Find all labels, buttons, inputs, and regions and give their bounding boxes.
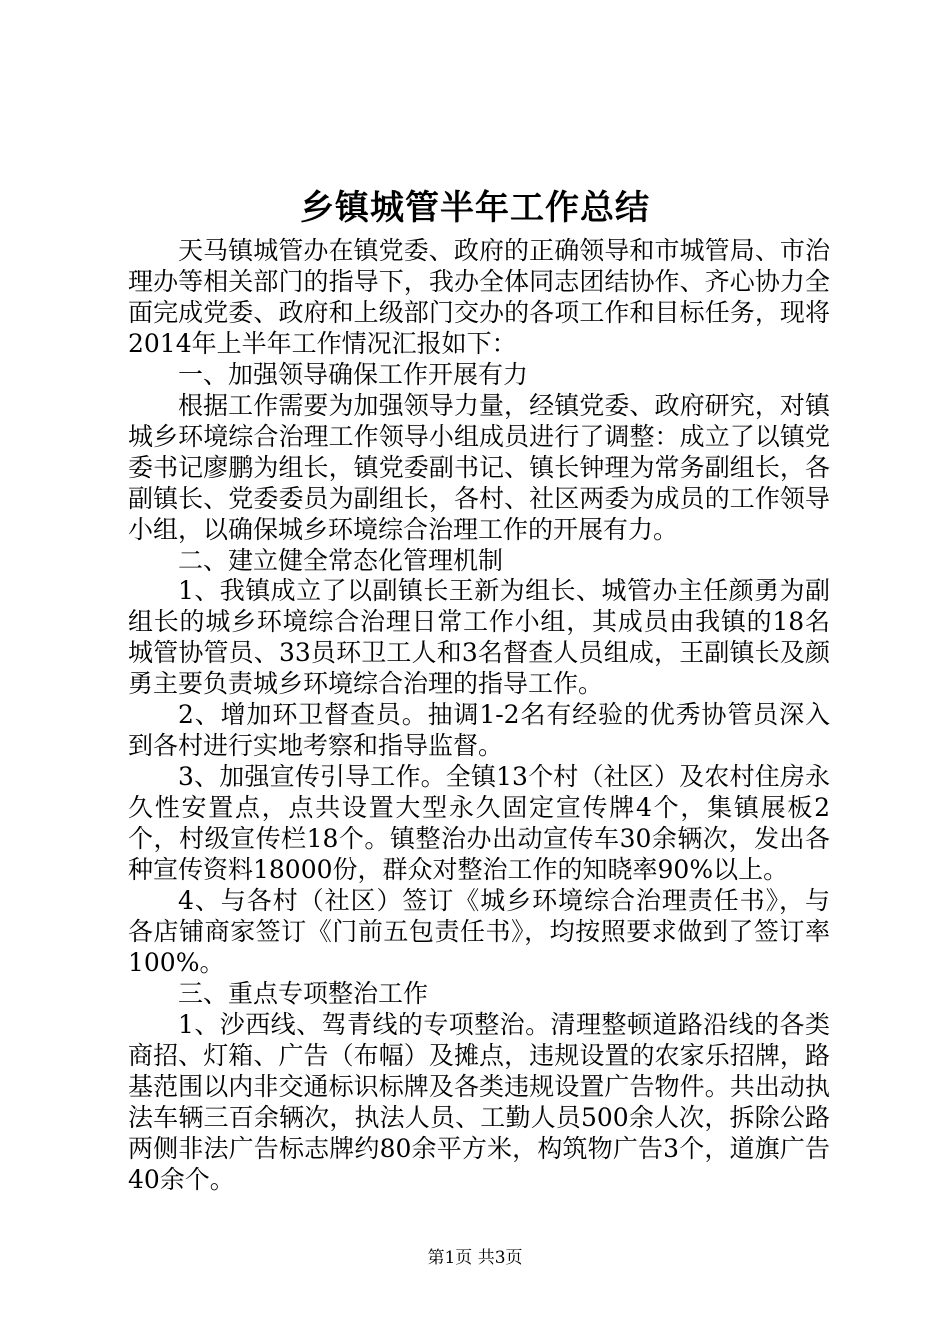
document-body — [128, 236, 830, 1196]
section-3-item-1: 1、沙西线、驾青线的专项整治。清理整顿道路沿线的各类商招、灯箱、广告（布幅）及摊点，违规设置的农家乐招牌，路基范围以内非交通标识标牌及各类违规设置广告物件。共出动执法车辆三百余辆次，执法人员、工勤人员500余人次，拆除公路两侧非法广告标志牌约80余平方米，构筑物广告3个，道旗广告40余个。 — [128, 1009, 830, 1194]
section-heading-1: 一、加强领导确保工作开展有力 — [178, 359, 529, 389]
section-2-item-2: 2、增加环卫督查员。抽调1-2名有经验的优秀协管员深入到各村进行实地考察和指导监督。 — [128, 700, 830, 761]
section-heading-2: 二、建立健全常态化管理机制 — [178, 545, 504, 575]
page-title: 乡镇城管半年工作总结 — [300, 188, 650, 228]
section-2-item-4: 4、与各村（社区）签订《城乡环境综合治理责任书》，与各店铺商家签订《门前五包责任书》，均按照要求做到了签订率100%。 — [128, 886, 830, 977]
section-2-item-1: 1、我镇成立了以副镇长王新为组长、城管办主任颜勇为副组长的城乡环境综合治理日常工作小组，其成员由我镇的18名城管协管员、33员环卫工人和3名督查人员组成，王副镇长及颜勇主要负责城乡环境综合治理的指导工作。 — [128, 576, 830, 699]
section-2-item-3: 3、加强宣传引导工作。全镇13个村（社区）及农村住房永久性安置点，点共设置大型永久固定宣传牌4个，集镇展板2个，村级宣传栏18个。镇整治办出动宣传车30余辆次，发出各种宣传资料18000份，群众对整治工作的知晓率90%以上。 — [128, 762, 830, 885]
section-heading-3: 三、重点专项整治工作 — [178, 978, 429, 1008]
page-number: 第1页 共3页 — [427, 1248, 523, 1268]
intro-paragraph: 天马镇城管办在镇党委、政府的正确领导和市城管局、市治理办等相关部门的指导下，我办全体同志团结协作、齐心协力全面完成党委、政府和上级部门交办的各项工作和目标任务，现将2014年上半年工作情况汇报如下： — [128, 236, 830, 358]
section-1-paragraph: 根据工作需要为加强领导力量，经镇党委、政府研究，对镇城乡环境综合治理工作领导小组成员进行了调整：成立了以镇党委书记廖鹏为组长，镇党委副书记、镇长钟理为常务副组长，各副镇长、党委委员为副组长，各村、社区两委为成员的工作领导小组，以确保城乡环境综合治理工作的开展有力。 — [128, 390, 830, 544]
